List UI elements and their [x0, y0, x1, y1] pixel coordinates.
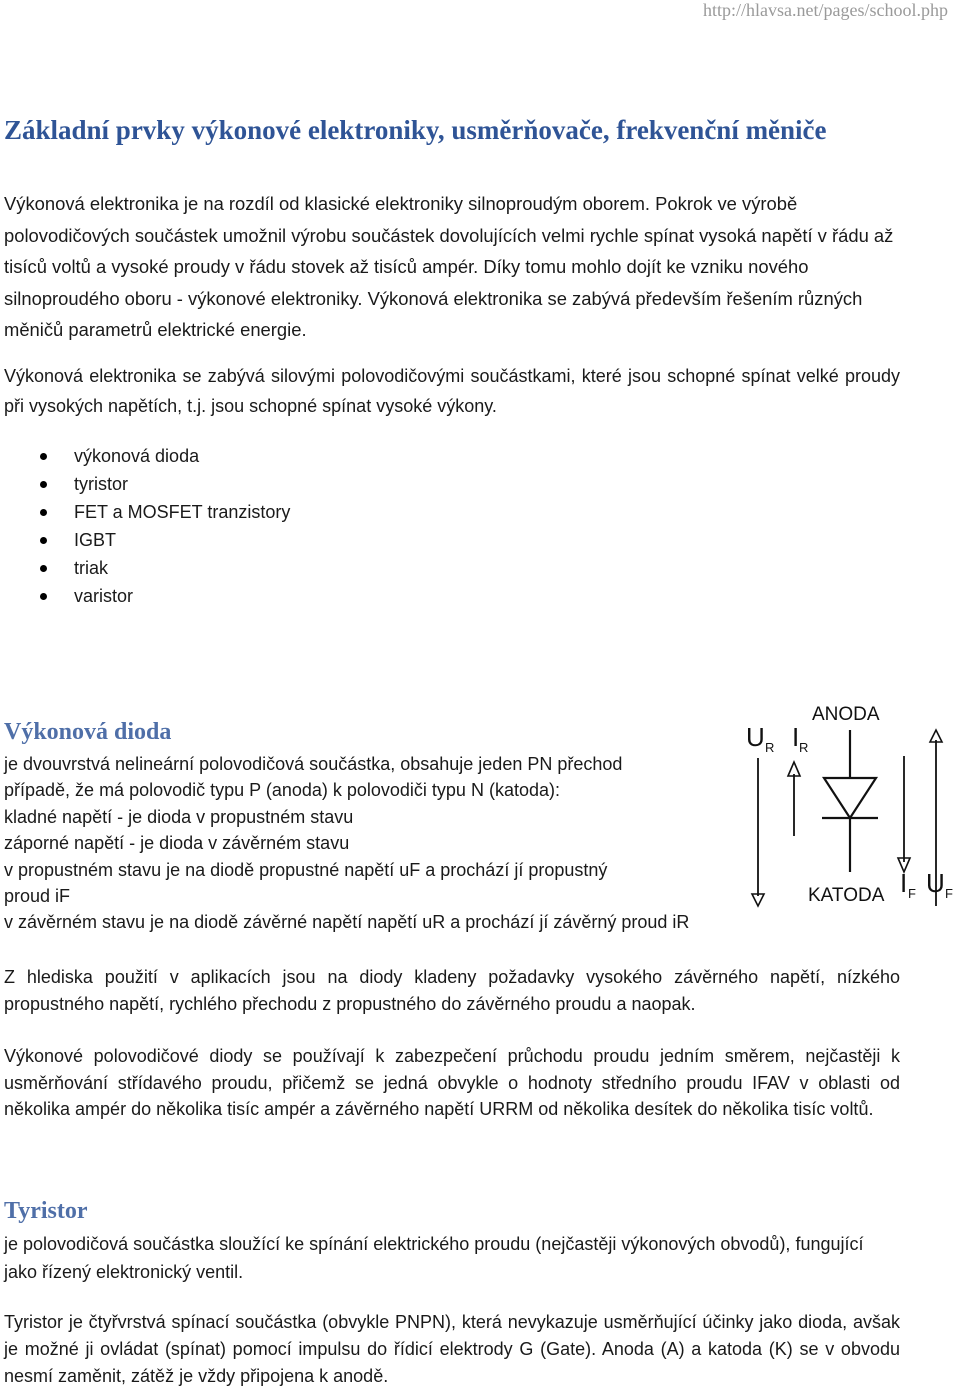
diode-line: kladné napětí - je dioda v propustném stavu	[4, 806, 354, 827]
if-label: I	[900, 868, 908, 898]
list-item-label: IGBT	[74, 530, 117, 550]
list-item-label: výkonová dioda	[74, 446, 200, 466]
section-heading-thyristor: Tyristor	[4, 1198, 88, 1224]
if-subscript: F	[908, 886, 916, 901]
diode-triangle-icon	[824, 778, 876, 818]
bullet-icon	[40, 509, 47, 516]
diode-line: v propustném stavu je na diodě propustné napětí uF a prochází jí propustný	[4, 859, 608, 880]
list-item-label: varistor	[74, 586, 134, 606]
thyristor-paragraph-2: Tyristor je čtyřvrstvá spínací součástka (obvykle PNPN), která nevykazuje usměrňující účinky jako dioda, avšak je možné ji ovládat (spínat) pomocí impulsu do řídicí elektrody G (Gate). Anoda (A) a katoda (K) se v obvodu nesmí zaměnit, zátěž je vždy připojena k anodě.	[4, 1312, 900, 1386]
bullet-icon	[40, 453, 47, 460]
uf-label: U	[926, 868, 945, 898]
cathode-label: KATODA	[808, 885, 885, 906]
page-url: http://hlavsa.net/pages/school.php	[703, 0, 948, 20]
list-item	[0, 498, 290, 526]
diode-diagram	[736, 696, 958, 912]
component-list	[0, 442, 290, 610]
ur-subscript: R	[765, 740, 775, 755]
ir-arrowhead-icon	[788, 762, 800, 776]
section-heading-diode: Výkonová dioda	[4, 719, 172, 745]
diode-line: v závěrném stavu je na diodě závěrné napětí napětí uR a prochází jí závěrný proud iR	[4, 912, 690, 933]
list-item	[0, 554, 290, 582]
bullet-icon	[40, 481, 47, 488]
page-title: Základní prvky výkonové elektroniky, usměrňovače, frekvenční měniče	[4, 115, 827, 145]
list-item	[0, 582, 290, 610]
list-item	[0, 526, 290, 554]
anode-label: ANODA	[812, 704, 880, 725]
diode-paragraph-usage: Výkonové polovodičové diody se používají k zabezpečení průchodu proudu jedním směrem, nejčastěji k usměrňování střídavého proudu, přičemž se jedná obvykle o hodnoty středního proudu IFAV v oblasti od několika ampér do několika tisíc ampér a závěrného napětí URRM od několika desítek do několika tisíc voltů.	[4, 1046, 900, 1119]
diode-line: záporné napětí - je dioda v závěrném stavu	[4, 833, 350, 854]
diode-line: případě, že má polovodič typu P (anoda) k polovodiči typu N (katoda):	[4, 780, 560, 801]
list-item-label: tyristor	[74, 474, 128, 494]
ir-subscript: R	[799, 740, 809, 755]
bullet-icon	[40, 565, 47, 572]
thyristor-paragraph-1: je polovodičová součástka sloužící ke spínání elektrického proudu (nejčastěji výkonových obvodů), fungující jako řízený elektronický ventil.	[4, 1234, 864, 1282]
ur-label: U	[746, 722, 765, 752]
list-item-label: FET a MOSFET tranzistory	[74, 502, 291, 522]
intro-paragraph-1: Výkonová elektronika je na rozdíl od klasické elektroniky silnoproudým oborem. Pokrok ve výrobě polovodičových součástek umožnil výrobu součástek dovolujících velmi rychle spínat vysoká napětí v řádu až tisíců voltů a vysoké proudy v řádu stovek až tisíců ampér. Díky tomu mohlo dojít ke vzniku nového silnoproudého oboru - výkonové elektroniky. Výkonová elektronika se zabývá především řešením různých měničů parametrů elektrické energie.	[4, 193, 894, 340]
diode-line: proud iF	[4, 886, 71, 907]
bullet-icon	[40, 537, 47, 544]
list-item	[0, 442, 290, 470]
ir-label: I	[792, 722, 800, 752]
diode-line: je dvouvrstvá nelineární polovodičová součástka, obsahuje jeden PN přechod	[4, 754, 623, 774]
list-item-label: triak	[74, 558, 109, 578]
diode-paragraph-requirements: Z hlediska použití v aplikacích jsou na diody kladeny požadavky vysokého závěrného napětí, nízkého propustného napětí, rychlého přechodu z propustného do závěrného proudu a naopak.	[4, 967, 900, 1014]
bullet-icon	[40, 593, 47, 600]
intro-paragraph-2: Výkonová elektronika se zabývá silovými polovodičovými součástkami, které jsou schopné spínat velké proudy při vysokých napětích, t.j. jsou schopné spínat vysoké výkony.	[4, 366, 900, 416]
list-item	[0, 470, 290, 498]
uf-subscript: F	[945, 886, 953, 901]
